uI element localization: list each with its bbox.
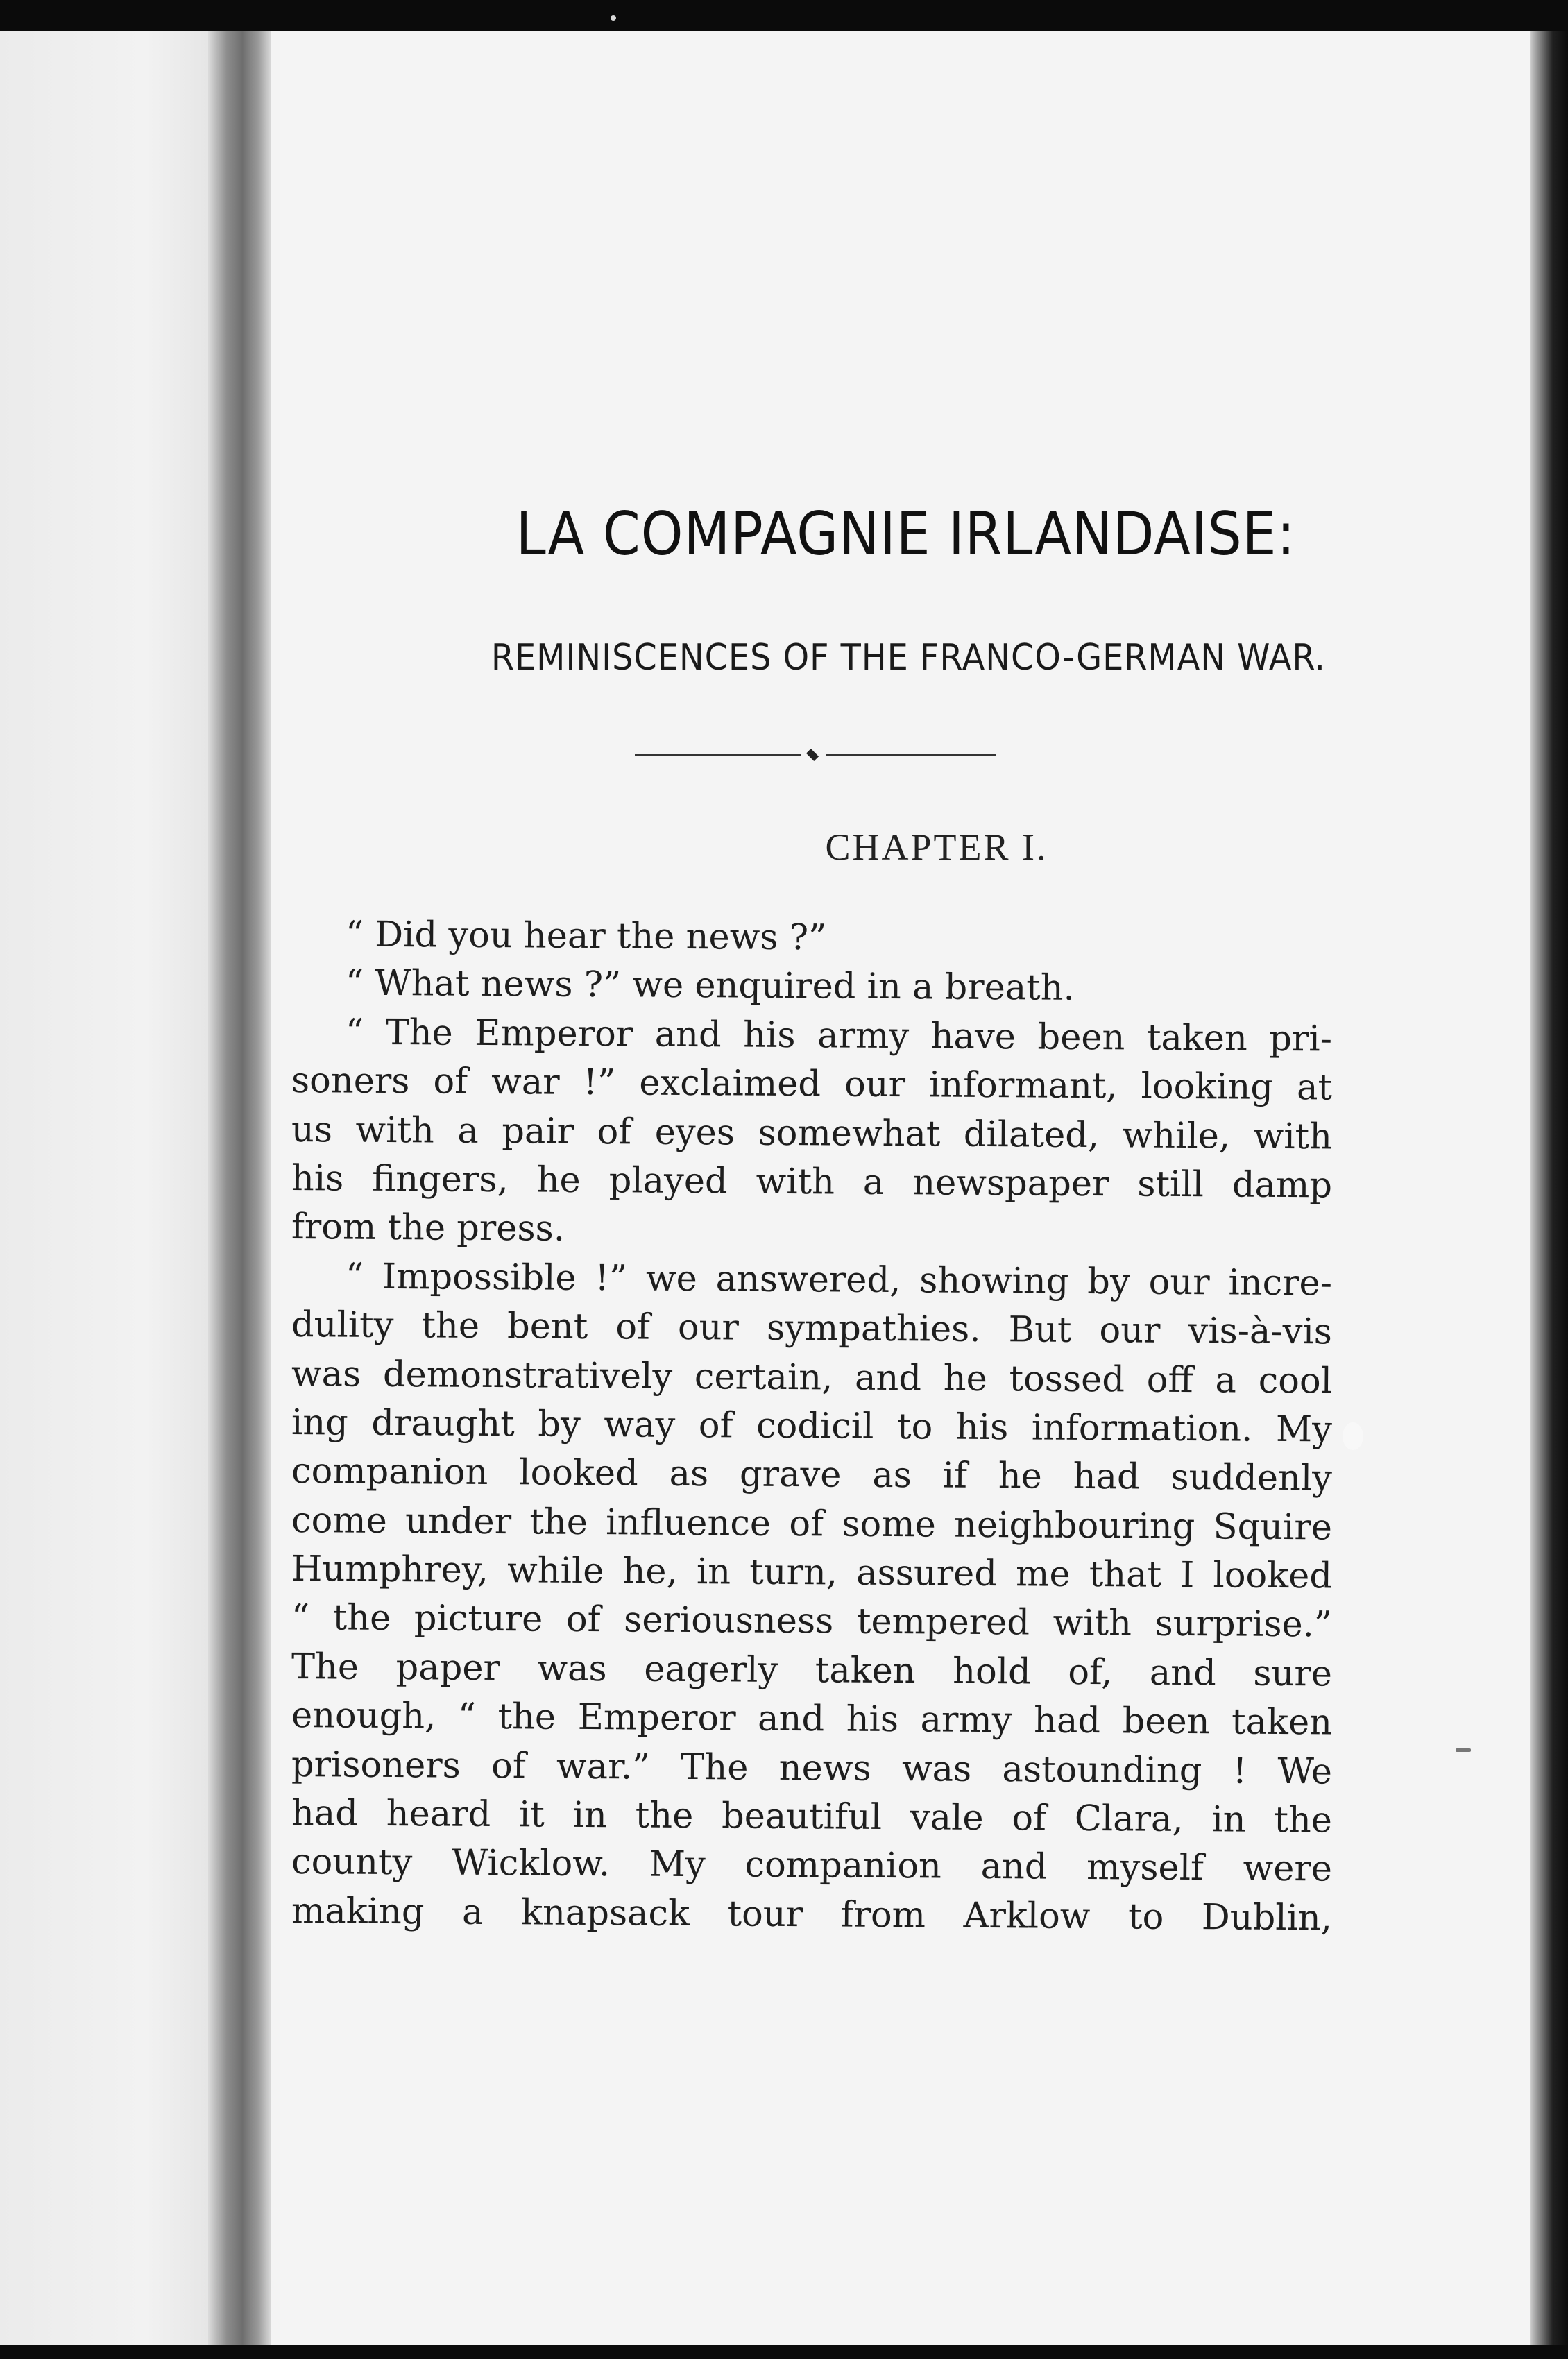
text-line: prisoners of war.” The news was astounding ! We xyxy=(291,1744,1333,1793)
text-line: “ the picture of seriousness tempered with surprise.” xyxy=(291,1597,1333,1646)
text-line: from the press. xyxy=(291,1207,565,1250)
text-line: us with a pair of eyes somewhat dilated, while, with xyxy=(291,1109,1333,1158)
text-line: The paper was eagerly taken hold of, and sure xyxy=(291,1646,1333,1695)
ornamental-rule xyxy=(635,751,996,758)
text-line: “ The Emperor and his army have been taken pri- xyxy=(345,1012,1333,1060)
text-line: come under the influence of some neighbouring Squire xyxy=(291,1499,1333,1549)
page-edge-shadow xyxy=(1530,31,1568,2345)
left-blank-page xyxy=(0,31,208,2345)
text-line: enough, “ the Emperor and his army had been taken xyxy=(291,1695,1333,1744)
scan-speck xyxy=(611,15,616,21)
text-line: “ What news ?” we enquired in a breath. xyxy=(345,962,1075,1010)
book-title: LA COMPAGNIE IRLANDAISE: xyxy=(515,500,1296,569)
chapter-heading: CHAPTER I. xyxy=(825,826,1048,868)
text-line: his fingers, he played with a newspaper still damp xyxy=(291,1157,1333,1207)
scan-speck xyxy=(1343,1422,1363,1450)
text-line: soners of war !” exclaimed our informant, looking at xyxy=(291,1060,1333,1109)
text-line: making a knapsack tour from Arklow to Dublin, xyxy=(291,1890,1333,1939)
rule-left xyxy=(635,754,801,756)
text-line: Humphrey, while he, in turn, assured me that I looked xyxy=(291,1549,1333,1597)
rule-right xyxy=(826,754,996,756)
text-line: was demonstratively certain, and he tossed off a cool xyxy=(291,1353,1333,1402)
text-line: county Wicklow. My companion and myself were xyxy=(291,1841,1333,1890)
text-line: “ Did you hear the news ?” xyxy=(345,914,827,959)
text-line: dulity the bent of our sympathies. But our vis-à-vis xyxy=(291,1304,1333,1353)
book-gutter xyxy=(208,31,271,2345)
text-line: ing draught by way of codicil to his information. My xyxy=(291,1402,1333,1451)
scan-speck xyxy=(1456,1748,1471,1752)
text-line: companion looked as grave as if he had suddenly xyxy=(291,1451,1333,1499)
text-line: had heard it in the beautiful vale of Clara, in the xyxy=(291,1793,1333,1841)
book-subtitle: REMINISCENCES OF THE FRANCO-GERMAN WAR. xyxy=(491,637,1326,679)
chapter-body-text xyxy=(291,910,1333,1939)
text-line: “ Impossible !” we answered, showing by our incre- xyxy=(345,1256,1333,1304)
